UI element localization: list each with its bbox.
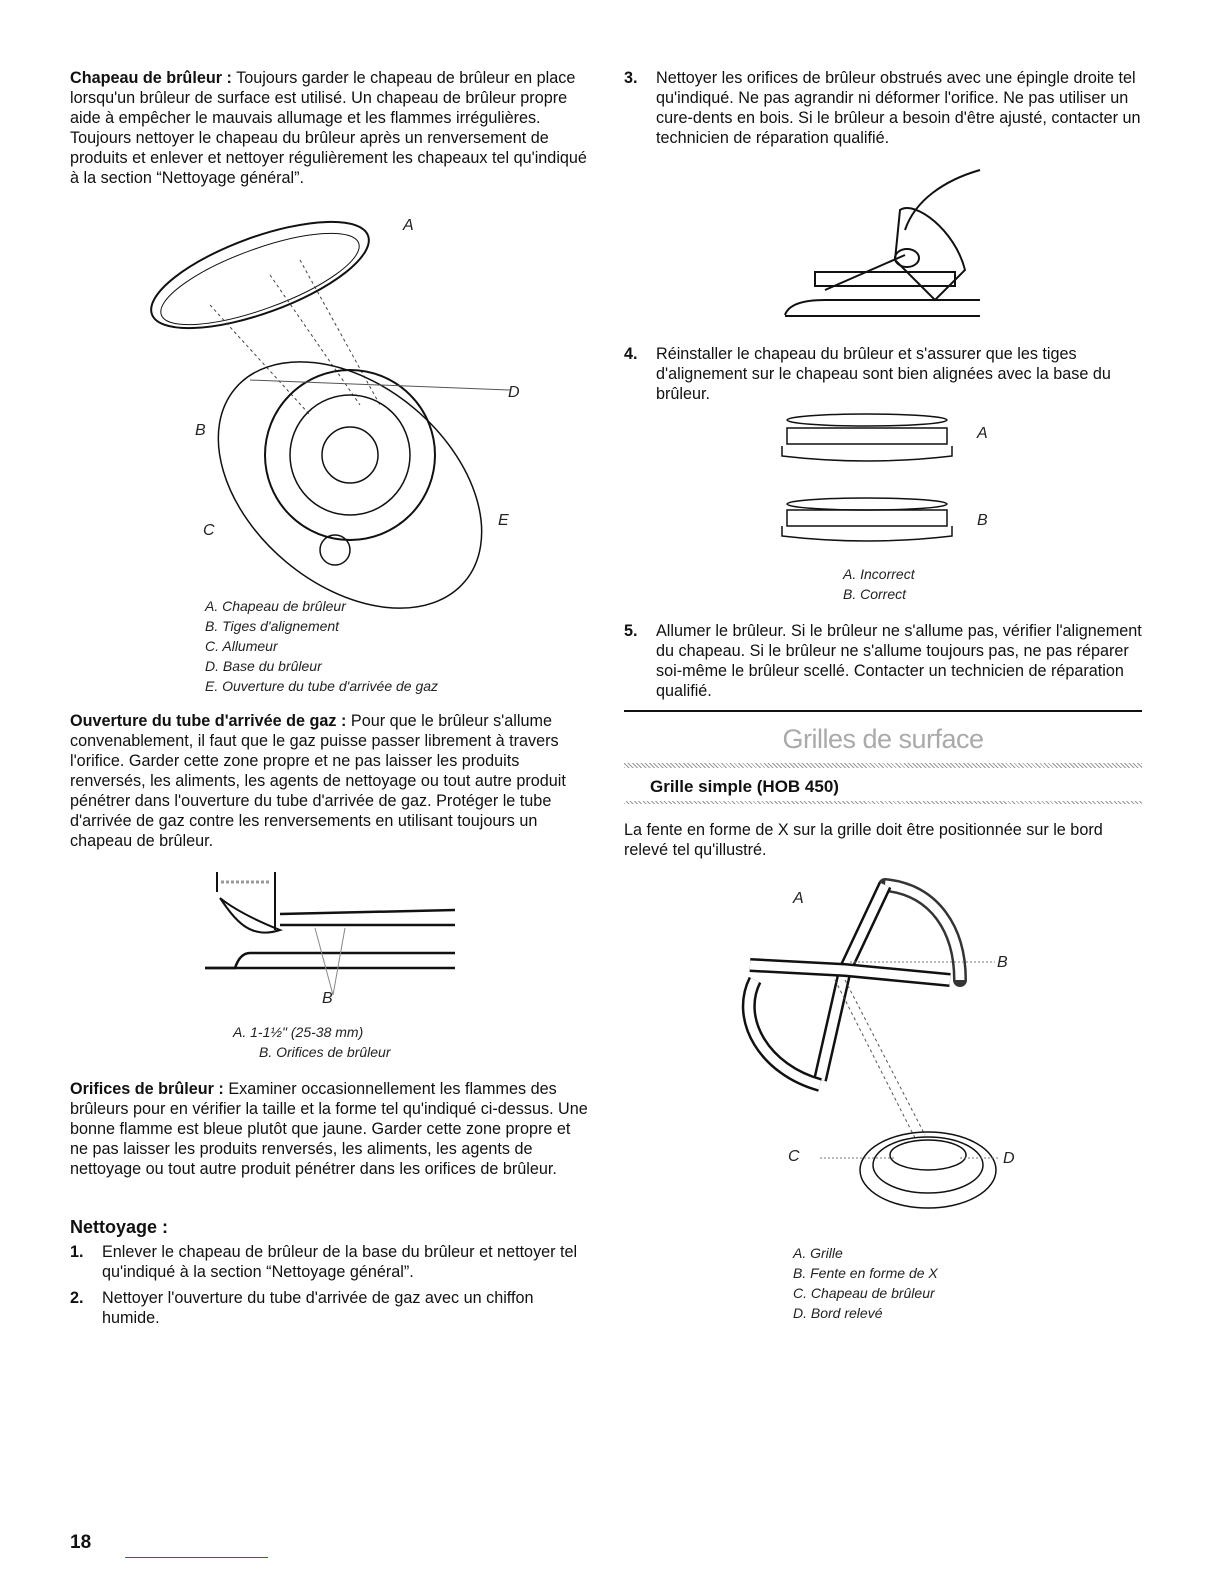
step-number: 5. bbox=[624, 622, 638, 640]
cleaning-steps bbox=[70, 1242, 590, 1328]
callout-a: A bbox=[793, 890, 804, 907]
hatched-rule bbox=[624, 801, 1142, 804]
cleaning-heading: Nettoyage : bbox=[70, 1217, 169, 1237]
fig1-legend bbox=[205, 596, 438, 696]
cap-alignment-incorrect bbox=[780, 412, 955, 467]
legend-item: B. Tiges d'alignement bbox=[205, 618, 340, 634]
legend-item: D. Bord relevé bbox=[793, 1305, 883, 1321]
legend-item: D. Base du brûleur bbox=[205, 658, 322, 674]
para-orifices bbox=[70, 1079, 590, 1179]
term: Ouverture du tube d'arrivée de gaz : bbox=[70, 712, 347, 730]
legend-item: B. Orifices de brûleur bbox=[259, 1044, 391, 1060]
step-4 bbox=[624, 344, 1142, 404]
legend-item: B. Correct bbox=[843, 586, 907, 602]
text: Pour que le brûleur s'allume convenablement, il faut que le gaz puisse passer librement à travers l'orifice. Garder cette zone propre et ne pas laisser les produits renversés, les aliments, les agents de nettoyage ou tout autre produit pénétrer dans l'ouverture du tube d'arrivée de gaz. Protéger le tube d'arrivée de gaz contre les renversements en utilisant toujours un chapeau de brûleur. bbox=[70, 712, 566, 850]
legend-item: C. Chapeau de brûleur bbox=[793, 1285, 935, 1301]
legend-item: A. 1-1½" (25-38 mm) bbox=[233, 1024, 364, 1040]
subheading: Grille simple (HOB 450) bbox=[650, 777, 839, 796]
section-title: Grilles de surface bbox=[782, 724, 984, 754]
callout-b: B bbox=[997, 954, 1008, 971]
legend-item: A. Grille bbox=[793, 1245, 843, 1261]
callout-b: B bbox=[322, 990, 333, 1007]
pin-cleaning-illustration bbox=[785, 160, 985, 320]
fig4-legend bbox=[793, 1243, 938, 1323]
step-3 bbox=[624, 68, 1142, 148]
legend-item: C. Allumeur bbox=[205, 638, 278, 654]
step-number: 3. bbox=[624, 69, 638, 87]
page-number: 18 bbox=[70, 1532, 92, 1553]
term: Chapeau de brûleur : bbox=[70, 69, 232, 87]
callout-d: D bbox=[508, 384, 520, 401]
legend-item: A. Incorrect bbox=[843, 566, 915, 582]
fig3-legend bbox=[843, 564, 915, 604]
text: Toujours garder le chapeau de brûleur en place lorsqu'un brûleur de surface est utilisé. Un chapeau de brûleur propre aide à empêcher le mauvais allumage et les flammes irrégulières. Toujours nettoyer le chapeau du brûleur après un renversement de produits et enlever et nettoyer régulièrement les chapeaux tel qu'indiqué à la section “Nettoyage général”. bbox=[70, 69, 587, 187]
step-text: Nettoyer l'ouverture du tube d'arrivée de gaz avec un chiffon humide. bbox=[102, 1289, 534, 1327]
para-burner-cap bbox=[70, 68, 590, 188]
callout-a: A bbox=[403, 217, 414, 234]
step-number: 1. bbox=[70, 1243, 84, 1261]
step-number: 2. bbox=[70, 1289, 84, 1307]
step-5 bbox=[624, 621, 1142, 701]
step-text: Enlever le chapeau de brûleur de la base du brûleur et nettoyer tel qu'indiqué à la section “Nettoyage général”. bbox=[102, 1243, 578, 1281]
para-grate: La fente en forme de X sur la grille doit être positionnée sur le bord relevé tel qu'illustré. bbox=[624, 821, 1103, 859]
text: Examiner occasionnellement les flammes des brûleurs pour en vérifier la taille et la forme tel qu'indiqué ci-dessus. Une bonne flamme est bleue plutôt que jaune. Garder cette zone propre et ne pas laisser les produits renversés, les aliments, les agents de nettoyage ou tout autre produit pénétrer dans les orifices de brûleur. bbox=[70, 1080, 588, 1178]
callout-a: A bbox=[977, 425, 988, 442]
callout-e: E bbox=[498, 512, 509, 529]
callout-d: D bbox=[1003, 1150, 1015, 1167]
cap-alignment-correct bbox=[780, 496, 955, 546]
callout-c: C bbox=[203, 522, 215, 539]
step-text: Allumer le brûleur. Si le brûleur ne s'allume pas, vérifier l'alignement du chapeau. Si le brûleur ne s'allume toujours pas, ne pas réparer soi-même le brûleur scellé. Contacter un technicien de réparation qualifié. bbox=[656, 622, 1142, 700]
step-number: 4. bbox=[624, 345, 638, 363]
list-item bbox=[70, 1242, 590, 1282]
step-text: Nettoyer les orifices de brûleur obstrués avec une épingle droite tel qu'indiqué. Ne pas agrandir ni déformer l'orifice. Ne pas utiliser un cure-dents en bois. Si le brûleur a besoin d'être ajusté, contacter un technicien de réparation qualifié. bbox=[656, 69, 1141, 147]
fig2-legend bbox=[233, 1022, 391, 1062]
callout-b: B bbox=[977, 512, 988, 529]
para-gas-tube bbox=[70, 711, 590, 851]
step-text: Réinstaller le chapeau du brûleur et s'assurer que les tiges d'alignement sur le chapeau sont bien alignées avec la base du brûleur. bbox=[656, 345, 1111, 403]
legend-item: E. Ouverture du tube d'arrivée de gaz bbox=[205, 678, 439, 694]
list-item bbox=[70, 1288, 590, 1328]
flame-orifice-illustration bbox=[205, 870, 465, 980]
footer-rule bbox=[125, 1557, 268, 1558]
legend-item: A. Chapeau de brûleur bbox=[205, 598, 346, 614]
burner-exploded-illustration bbox=[140, 215, 520, 595]
section-divider bbox=[624, 710, 1142, 712]
term: Orifices de brûleur : bbox=[70, 1080, 224, 1098]
hatched-rule bbox=[624, 763, 1142, 768]
callout-b: B bbox=[195, 422, 206, 439]
legend-item: B. Fente en forme de X bbox=[793, 1265, 938, 1281]
callout-c: C bbox=[788, 1148, 800, 1165]
grate-illustration bbox=[735, 870, 1015, 1230]
